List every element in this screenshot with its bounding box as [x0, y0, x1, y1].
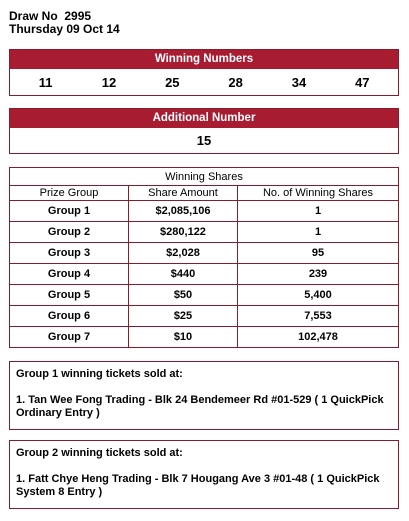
winning-shares-cell: 1 [238, 201, 399, 222]
winning-shares-cell: 239 [238, 264, 399, 285]
prize-group-cell: Group 5 [10, 285, 129, 306]
share-amount-cell: $25 [129, 306, 238, 327]
prize-group-cell: Group 7 [10, 327, 129, 348]
additional-number-value: 15 [196, 133, 212, 148]
group2-sold-entry: 1. Fatt Chye Heng Trading - Blk 7 Hougang Ave 3 #01-48 ( 1 QuickPick System 8 Entry ) [16, 473, 380, 498]
winning-shares-cell: 95 [238, 243, 399, 264]
table-row [10, 285, 399, 306]
additional-number-panel [9, 108, 399, 154]
prize-group-cell: Group 4 [10, 264, 129, 285]
winning-number: 11 [38, 74, 53, 90]
col-header-winning-shares: No. of Winning Shares [238, 186, 399, 201]
winning-shares-cell: 1 [238, 222, 399, 243]
winning-number: 25 [165, 74, 180, 90]
winning-shares-cell: 102,478 [238, 327, 399, 348]
group1-sold-panel [9, 361, 399, 430]
winning-shares-table [9, 167, 399, 348]
winning-number: 28 [228, 74, 243, 90]
share-amount-cell: $280,122 [129, 222, 238, 243]
share-amount-cell: $2,085,106 [129, 201, 238, 222]
col-header-share-amount: Share Amount [129, 186, 238, 201]
prize-group-cell: Group 1 [10, 201, 129, 222]
group1-sold-entry: 1. Tan Wee Fong Trading - Blk 24 Bendemeer Rd #01-529 ( 1 QuickPick Ordinary Entry ) [16, 394, 384, 419]
share-amount-cell: $10 [129, 327, 238, 348]
winning-number: 12 [101, 74, 117, 90]
winning-shares-cell: 5,400 [238, 285, 399, 306]
table-row [10, 327, 399, 348]
share-amount-cell: $2,028 [129, 243, 238, 264]
table-row [10, 243, 399, 264]
draw-date: Thursday 09 Oct 14 [9, 22, 120, 36]
table-row [10, 201, 399, 222]
winning-shares-title: Winning Shares [10, 168, 399, 186]
table-row [10, 306, 399, 327]
winning-number: 47 [355, 74, 370, 90]
table-row [10, 264, 399, 285]
winning-numbers-panel [9, 49, 399, 96]
additional-number-title: Additional Number [10, 109, 398, 128]
col-header-prize-group: Prize Group [10, 186, 129, 201]
prize-group-cell: Group 6 [10, 306, 129, 327]
winning-numbers-row [10, 69, 398, 95]
group1-sold-title: Group 1 winning tickets sold at: [16, 368, 183, 380]
group2-sold-title: Group 2 winning tickets sold at: [16, 447, 183, 459]
share-amount-cell: $50 [129, 285, 238, 306]
winning-shares-cell: 7,553 [238, 306, 399, 327]
group2-sold-panel [9, 440, 399, 509]
share-amount-cell: $440 [129, 264, 238, 285]
prize-group-cell: Group 3 [10, 243, 129, 264]
prize-group-cell: Group 2 [10, 222, 129, 243]
table-row [10, 222, 399, 243]
winning-numbers-title: Winning Numbers [10, 50, 398, 69]
draw-header [9, 10, 120, 36]
winning-number: 34 [291, 74, 307, 90]
draw-number: Draw No 2995 [9, 9, 92, 23]
